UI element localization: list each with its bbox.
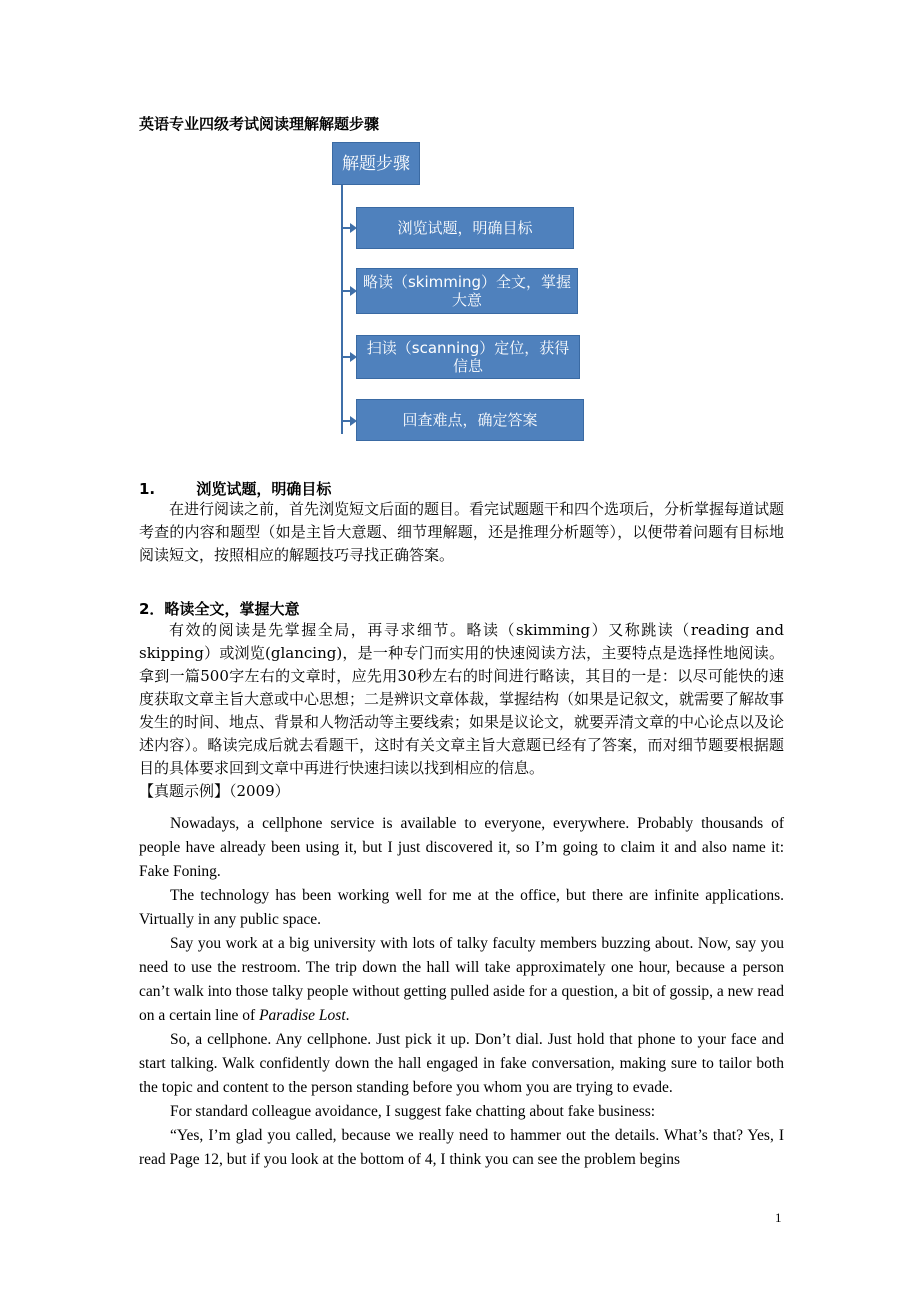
section2-heading: 2．略读全文，掌握大意 (139, 600, 300, 618)
doc-title: 英语专业四级考试阅读理解解题步骤 (139, 115, 380, 133)
diagram-trunk-line (341, 185, 343, 434)
page-number: 1 (775, 1210, 782, 1225)
example-label: 【真题示例】（2009） (139, 782, 290, 800)
section1-number: 1. (139, 480, 156, 498)
passage-paragraph: The technology has been working well for me at the office, but there are infinite applications. Virtually in any public space. (139, 887, 784, 928)
passage-paragraph: Nowadays, a cellphone service is available to everyone, everywhere. Probably thousands of people have already been using it, but I just discovered it, so I’m going to claim it and also name it: Fake Foning. (139, 815, 784, 880)
passage-paragraph (139, 932, 784, 1028)
section1-title: 浏览试题，明确目标 (196, 480, 332, 498)
passage-text: Say you work at a big university with lots of talky faculty members buzzing about. Now, say you need to use the restroom. The trip down the hall will take approximately one hour, because a person can’t walk into those talky people without getting pulled aside for a question, a bit of gossip, a new read on a certain line of (139, 935, 784, 1024)
passage-paragraph: For standard colleague avoidance, I suggest fake chatting about fake business: (170, 1103, 656, 1120)
steps-diagram (0, 0, 920, 460)
section2-paragraph: 有效的阅读是先掌握全局，再寻求细节。略读（skimming）又称跳读（reading and skipping）或浏览(glancing)，是一种专门而实用的快速阅读方法，主要特点是选择性地阅读。拿到一篇500字左右的文章时，应先用30秒左右的时间进行略读，其目的一是：以尽可能快的速度获取文章主旨大意或中心思想；二是辨识文章体裁，掌握结构（如果是记叙文，就需要了解故事发生的时间、地点、背景和人物活动等主要线索；如果是议论文，就要弄清文章的中心论点以及论述内容）。略读完成后就去看题干，这时有关文章主旨大意题已经有了答案，而对细节题要根据题目的具体要求回到文章中再进行快速扫读以找到相应的信息。 (139, 621, 785, 777)
diagram-step-box: 浏览试题，明确目标 (356, 207, 574, 249)
diagram-step-box: 扫读（scanning）定位，获得信息 (356, 335, 580, 379)
diagram-step-box: 回查难点，确定答案 (356, 399, 584, 441)
diagram-root-box: 解题步骤 (332, 142, 420, 185)
section1-heading (139, 478, 331, 499)
passage-text: . (345, 1007, 350, 1024)
book-title: Paradise Lost (259, 1007, 346, 1024)
section1-paragraph: 在进行阅读之前，首先浏览短文后面的题目。看完试题题干和四个选项后，分析掌握每道试题考查的内容和题型（如是主旨大意题、细节理解题，还是推理分析题等），以便带着问题有目标地阅读短文，按照相应的解题技巧寻找正确答案。 (139, 500, 785, 564)
passage-paragraph: “Yes, I’m glad you called, because we really need to hammer out the details. What’s that? Yes, I read Page 12, but if you look at the bottom of 4, I think you can see the problem begins (139, 1127, 784, 1168)
diagram-step-box: 略读（skimming）全文，掌握大意 (356, 268, 578, 314)
section1-body (139, 498, 784, 567)
passage-paragraph: So, a cellphone. Any cellphone. Just pick it up. Don’t dial. Just hold that phone to your face and start talking. Walk confidently down the hall engaged in fake conversation, making sure to tailor both the topic and content to the person standing before you whom you are trying to evade. (139, 1031, 784, 1096)
section2-body (139, 619, 784, 803)
reading-passage (139, 812, 784, 1172)
